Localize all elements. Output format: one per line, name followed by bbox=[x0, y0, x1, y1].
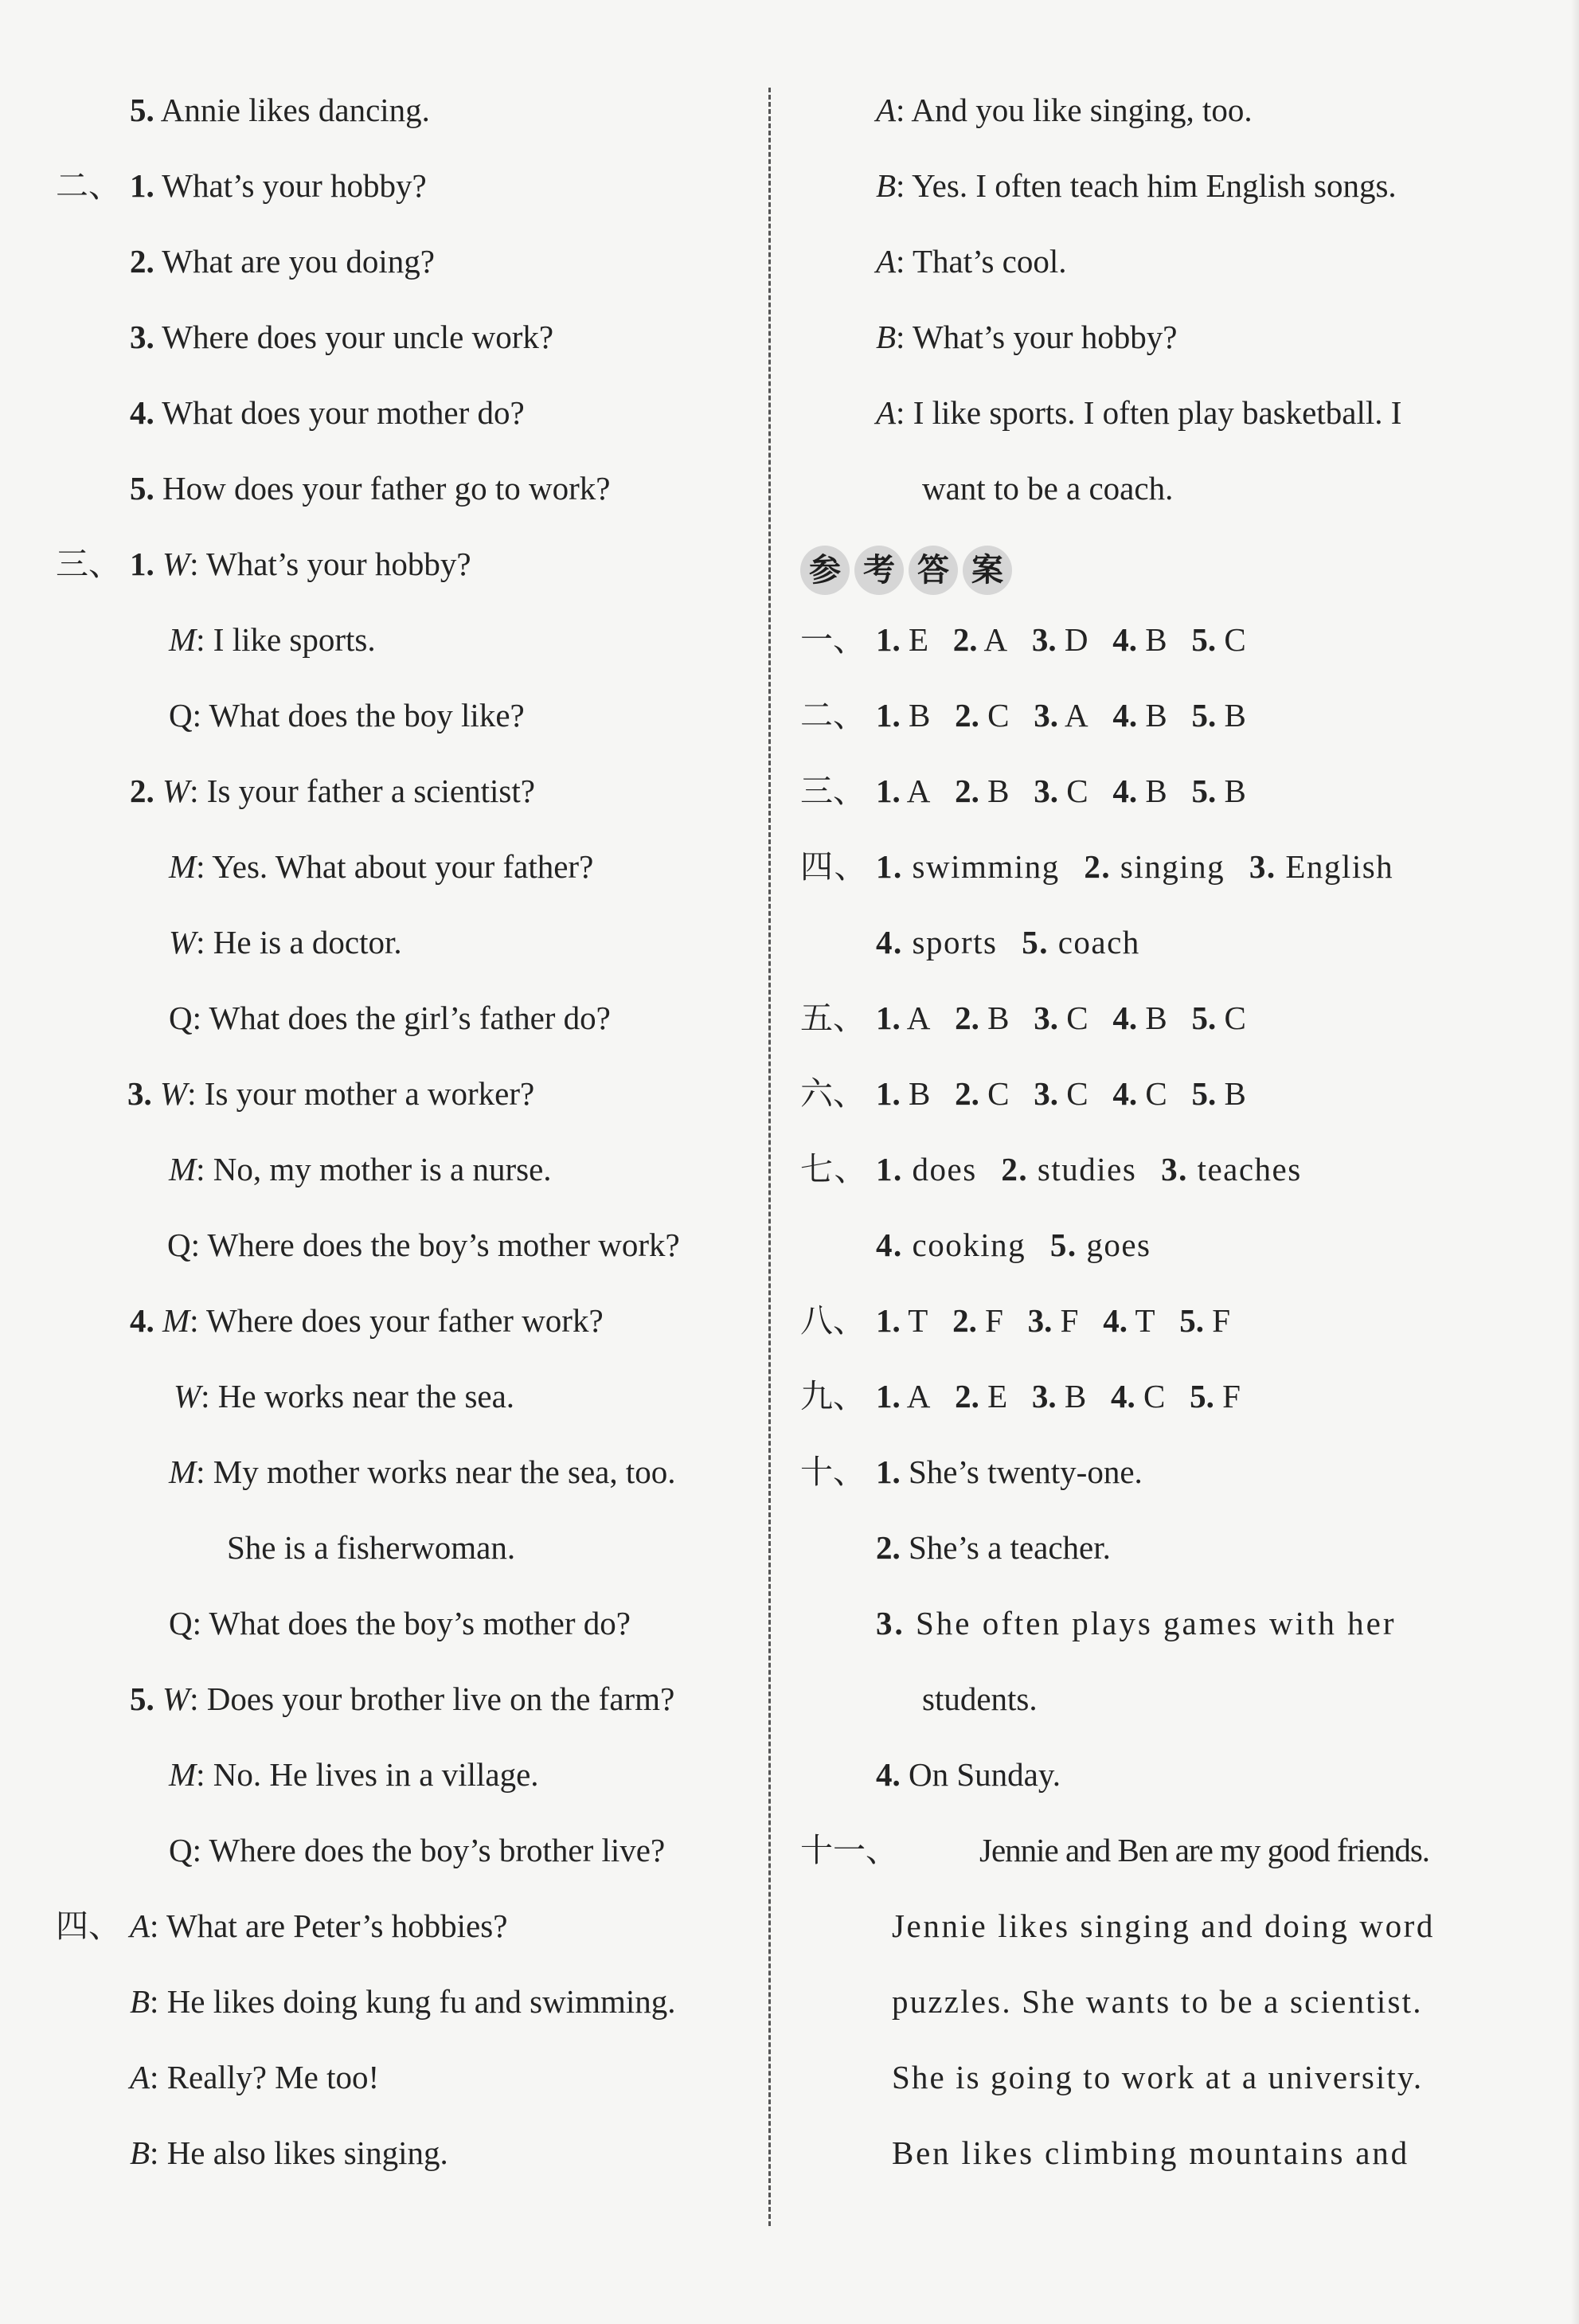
answer-value: C bbox=[1145, 1075, 1167, 1112]
item-number: 5. bbox=[1022, 924, 1049, 961]
left-line-13 bbox=[169, 996, 611, 1040]
section-marker: 三、 bbox=[800, 773, 866, 809]
speaker: M bbox=[162, 1302, 190, 1339]
answer-value: B bbox=[1145, 773, 1167, 809]
item-number: 1. bbox=[876, 1302, 901, 1339]
answer-ten-2 bbox=[876, 1525, 1111, 1570]
section-marker: 二、 bbox=[56, 167, 121, 204]
answer-ten-3-cont bbox=[922, 1676, 1038, 1721]
right-line-6 bbox=[922, 466, 1173, 511]
answer-value: E bbox=[987, 1378, 1008, 1414]
answer-row-8 bbox=[800, 1298, 1230, 1343]
item-number: 4. bbox=[876, 1756, 901, 1793]
item-number: 4. bbox=[130, 1302, 154, 1339]
line-text: : That’s cool. bbox=[896, 243, 1067, 280]
answer-value: F bbox=[1060, 1302, 1079, 1339]
answer-row-2 bbox=[800, 693, 1246, 737]
line-text: : Really? Me too! bbox=[150, 2059, 380, 2095]
line-text: : He also likes singing. bbox=[150, 2134, 448, 2171]
line-text: What does your mother do? bbox=[162, 394, 525, 431]
answer-value: singing bbox=[1120, 848, 1225, 885]
item-number: 3. bbox=[1027, 1302, 1053, 1339]
item-number: 3. bbox=[1034, 697, 1058, 734]
speaker: M bbox=[169, 1151, 197, 1187]
answer-value: B bbox=[909, 1075, 931, 1112]
line-text: : What are Peter’s hobbies? bbox=[150, 1907, 508, 1944]
item-number: 3. bbox=[1034, 773, 1058, 809]
answer-value: B bbox=[1145, 1000, 1167, 1036]
left-line-22 bbox=[130, 1676, 674, 1721]
item-number: 3. bbox=[1031, 1378, 1057, 1414]
item-number: 1. bbox=[130, 546, 154, 582]
answer-value: teaches bbox=[1197, 1151, 1302, 1187]
answer-value: C bbox=[1143, 1378, 1166, 1414]
answer-value: F bbox=[985, 1302, 1003, 1339]
answer-row-4 bbox=[800, 844, 1393, 889]
item-number: 4. bbox=[1111, 1378, 1135, 1414]
line-text: : Does your brother live on the farm? bbox=[190, 1680, 675, 1717]
item-number: 5. bbox=[1191, 1075, 1217, 1112]
line-text: Where does your uncle work? bbox=[162, 319, 554, 355]
left-line-12 bbox=[169, 920, 402, 964]
left-line-11 bbox=[169, 844, 593, 889]
answer-value: B bbox=[1145, 697, 1167, 734]
item-number: 3. bbox=[876, 1605, 905, 1641]
answer-row-7 bbox=[800, 1147, 1302, 1191]
answer-ten-4 bbox=[876, 1752, 1061, 1797]
question-text: Q: What does the girl’s father do? bbox=[169, 1000, 611, 1036]
answer-value: On Sunday. bbox=[909, 1756, 1061, 1793]
speaker: A bbox=[876, 243, 897, 280]
item-number: 2. bbox=[955, 697, 979, 734]
speaker: W bbox=[174, 1378, 201, 1414]
answer-value: B bbox=[1224, 773, 1246, 809]
section-marker: 四、 bbox=[800, 848, 868, 885]
item-number: 3. bbox=[127, 1075, 152, 1112]
item-number: 4. bbox=[130, 394, 154, 431]
line-text: : My mother works near the sea, too. bbox=[196, 1453, 676, 1490]
left-line-21 bbox=[169, 1601, 631, 1645]
item-number: 4. bbox=[1112, 697, 1138, 734]
answer-eleven-4 bbox=[892, 2055, 1423, 2099]
speaker: W bbox=[169, 924, 197, 961]
speaker: M bbox=[169, 848, 197, 885]
item-number: 1. bbox=[876, 848, 903, 885]
left-line-4 bbox=[130, 315, 553, 359]
answer-value: A bbox=[906, 1378, 931, 1414]
answer-value: C bbox=[1066, 1000, 1088, 1036]
item-number: 5. bbox=[1191, 1000, 1217, 1036]
line-text: : What’s your hobby? bbox=[190, 546, 471, 582]
speaker: A bbox=[876, 394, 897, 431]
answer-value: B bbox=[987, 1000, 1010, 1036]
item-number: 5. bbox=[130, 1680, 154, 1717]
item-number: 4. bbox=[1112, 773, 1138, 809]
item-number: 5. bbox=[1191, 773, 1217, 809]
item-number: 3. bbox=[1034, 1000, 1058, 1036]
answer-value: A bbox=[1064, 697, 1088, 734]
answer-value: C bbox=[1224, 1000, 1246, 1036]
title-char: 参 bbox=[800, 546, 850, 595]
left-line-15 bbox=[169, 1147, 552, 1191]
line-text: : What’s your hobby? bbox=[896, 319, 1178, 355]
answer-value: B bbox=[1145, 621, 1167, 658]
answer-value: A bbox=[906, 1000, 931, 1036]
answer-row-6 bbox=[800, 1071, 1246, 1116]
answer-ten-3 bbox=[876, 1601, 1397, 1645]
speaker: W bbox=[162, 773, 190, 809]
item-number: 4. bbox=[1112, 1000, 1138, 1036]
left-line-16 bbox=[167, 1223, 680, 1267]
line-text: What’s your hobby? bbox=[162, 167, 427, 204]
left-line-8 bbox=[169, 617, 376, 662]
answer-value: does bbox=[912, 1151, 977, 1187]
item-number: 1. bbox=[876, 621, 901, 658]
answer-row-1 bbox=[800, 617, 1246, 662]
left-line-17 bbox=[130, 1298, 604, 1343]
item-number: 1. bbox=[876, 1378, 901, 1414]
page-edge-shadow bbox=[1571, 0, 1579, 2324]
answer-ten-1 bbox=[800, 1450, 1143, 1494]
speaker: A bbox=[130, 2059, 150, 2095]
answer-value: swimming bbox=[912, 848, 1060, 885]
item-number: 5. bbox=[1191, 621, 1217, 658]
item-number: 5. bbox=[1049, 1227, 1077, 1263]
item-number: 4. bbox=[1112, 1075, 1138, 1112]
answer-value: students. bbox=[922, 1680, 1038, 1717]
answer-value: C bbox=[987, 697, 1010, 734]
left-line-6 bbox=[130, 466, 610, 511]
line-text: : Yes. What about your father? bbox=[196, 848, 594, 885]
line-text: want to be a coach. bbox=[922, 470, 1174, 507]
answer-value: C bbox=[1066, 1075, 1088, 1112]
item-number: 3. bbox=[1031, 621, 1057, 658]
speaker: W bbox=[162, 546, 190, 582]
answer-row-5 bbox=[800, 996, 1246, 1040]
essay-line: Jennie likes singing and doing word bbox=[892, 1907, 1436, 1944]
left-line-5 bbox=[130, 390, 525, 435]
line-text: : I like sports. I often play basketball. I bbox=[896, 394, 1402, 431]
answer-value: sports bbox=[912, 924, 998, 961]
title-char: 考 bbox=[854, 546, 904, 595]
line-text: : He is a doctor. bbox=[196, 924, 402, 961]
answer-value: A bbox=[906, 773, 931, 809]
line-text: : Yes. I often teach him English songs. bbox=[896, 167, 1397, 204]
answer-value: B bbox=[1224, 1075, 1246, 1112]
left-line-14 bbox=[127, 1071, 534, 1116]
item-number: 3. bbox=[1249, 848, 1276, 885]
answer-value: F bbox=[1212, 1302, 1231, 1339]
item-number: 1. bbox=[876, 1075, 901, 1112]
answer-value: T bbox=[908, 1302, 928, 1339]
answer-key-title bbox=[800, 546, 1012, 595]
answer-value: A bbox=[983, 621, 1008, 658]
answer-value: studies bbox=[1037, 1151, 1137, 1187]
left-line-19 bbox=[169, 1450, 675, 1494]
item-number: 5. bbox=[130, 92, 154, 128]
speaker: W bbox=[162, 1680, 190, 1717]
right-line-1 bbox=[876, 88, 1253, 132]
title-char: 答 bbox=[909, 546, 958, 595]
answer-value: B bbox=[909, 697, 931, 734]
speaker: B bbox=[130, 1983, 150, 2020]
question-text: Q: Where does the boy’s mother work? bbox=[167, 1227, 680, 1263]
answer-value: C bbox=[987, 1075, 1010, 1112]
item-number: 4. bbox=[876, 1227, 903, 1263]
line-text: What are you doing? bbox=[162, 243, 435, 280]
item-number: 1. bbox=[130, 167, 154, 204]
answer-value: T bbox=[1135, 1302, 1155, 1339]
section-marker: 二、 bbox=[800, 697, 866, 734]
left-line-10 bbox=[130, 769, 535, 813]
column-divider bbox=[768, 88, 771, 2226]
answer-value: English bbox=[1285, 848, 1394, 885]
item-number: 1. bbox=[876, 1453, 901, 1490]
line-text: How does your father go to work? bbox=[162, 470, 611, 507]
answer-value: She’s a teacher. bbox=[909, 1529, 1111, 1566]
essay-line: Ben likes climbing mountains and bbox=[892, 2134, 1409, 2171]
left-line-28 bbox=[130, 2130, 448, 2175]
item-number: 2. bbox=[1084, 848, 1112, 885]
answer-value: E bbox=[909, 621, 929, 658]
item-number: 1. bbox=[876, 1151, 903, 1187]
item-number: 5. bbox=[1191, 697, 1217, 734]
left-line-26 bbox=[130, 1979, 676, 2024]
item-number: 5. bbox=[130, 470, 154, 507]
essay-line: Jennie and Ben are my good friends. bbox=[979, 1832, 1430, 1868]
answer-eleven-5 bbox=[892, 2130, 1409, 2175]
right-line-4 bbox=[876, 315, 1177, 359]
left-line-7 bbox=[56, 542, 471, 586]
answer-value: C bbox=[1066, 773, 1088, 809]
line-text: Annie likes dancing. bbox=[160, 92, 430, 128]
answer-value: She’s twenty-one. bbox=[909, 1453, 1143, 1490]
section-marker: 六、 bbox=[800, 1075, 866, 1112]
speaker: M bbox=[169, 1756, 197, 1793]
section-marker: 八、 bbox=[800, 1302, 866, 1339]
section-marker: 七、 bbox=[800, 1151, 868, 1187]
section-marker: 一、 bbox=[800, 621, 866, 658]
item-number: 2. bbox=[130, 773, 154, 809]
item-number: 5. bbox=[1179, 1302, 1204, 1339]
item-number: 2. bbox=[955, 1378, 979, 1414]
item-number: 4. bbox=[876, 924, 903, 961]
title-char: 案 bbox=[963, 546, 1012, 595]
line-text: : Where does your father work? bbox=[190, 1302, 604, 1339]
answer-value: D bbox=[1064, 621, 1088, 658]
speaker: B bbox=[876, 167, 897, 204]
item-number: 5. bbox=[1190, 1378, 1214, 1414]
left-line-23 bbox=[169, 1752, 539, 1797]
left-line-25 bbox=[56, 1903, 507, 1948]
answer-eleven-2 bbox=[892, 1903, 1435, 1948]
answer-value: coach bbox=[1057, 924, 1140, 961]
answer-value: B bbox=[1224, 697, 1246, 734]
item-number: 1. bbox=[876, 697, 901, 734]
answer-value: cooking bbox=[912, 1227, 1026, 1263]
section-marker: 九、 bbox=[800, 1378, 866, 1414]
left-line-24 bbox=[169, 1828, 665, 1872]
item-number: 2. bbox=[955, 1075, 979, 1112]
answer-eleven-1 bbox=[800, 1828, 1429, 1872]
answer-row-3 bbox=[800, 769, 1246, 813]
line-text: : I like sports. bbox=[196, 621, 376, 658]
item-number: 3. bbox=[130, 319, 154, 355]
left-line-9 bbox=[169, 693, 525, 737]
line-text: She is a fisherwoman. bbox=[227, 1529, 516, 1566]
item-number: 3. bbox=[1034, 1075, 1058, 1112]
right-line-5 bbox=[876, 390, 1401, 435]
section-marker: 五、 bbox=[800, 1000, 866, 1036]
item-number: 3. bbox=[1161, 1151, 1188, 1187]
answer-row-7-cont bbox=[876, 1223, 1151, 1267]
question-text: Q: Where does the boy’s brother live? bbox=[169, 1832, 666, 1868]
line-text: : He works near the sea. bbox=[201, 1378, 515, 1414]
item-number: 4. bbox=[1112, 621, 1138, 658]
question-text: Q: What does the boy like? bbox=[169, 697, 525, 734]
left-line-3 bbox=[130, 239, 435, 284]
line-text: : Is your mother a worker? bbox=[187, 1075, 535, 1112]
left-line-1 bbox=[130, 88, 430, 132]
answer-value: C bbox=[1224, 621, 1246, 658]
answer-value: goes bbox=[1086, 1227, 1151, 1263]
section-marker: 十、 bbox=[800, 1453, 866, 1490]
item-number: 2. bbox=[876, 1529, 901, 1566]
speaker: B bbox=[876, 319, 897, 355]
left-line-18 bbox=[174, 1374, 514, 1418]
line-text: : No, my mother is a nurse. bbox=[196, 1151, 552, 1187]
left-line-20 bbox=[227, 1525, 515, 1570]
answer-eleven-3 bbox=[892, 1979, 1423, 2024]
section-marker: 四、 bbox=[56, 1907, 121, 1944]
speaker: M bbox=[169, 1453, 197, 1490]
item-number: 2. bbox=[952, 621, 978, 658]
item-number: 2. bbox=[1001, 1151, 1029, 1187]
speaker: M bbox=[169, 621, 197, 658]
right-line-3 bbox=[876, 239, 1067, 284]
item-number: 4. bbox=[1103, 1302, 1128, 1339]
answer-value: F bbox=[1222, 1378, 1241, 1414]
speaker: W bbox=[160, 1075, 188, 1112]
line-text: : And you like singing, too. bbox=[896, 92, 1253, 128]
item-number: 1. bbox=[876, 773, 901, 809]
speaker: A bbox=[876, 92, 897, 128]
section-marker: 十一、 bbox=[800, 1832, 898, 1868]
item-number: 2. bbox=[955, 773, 979, 809]
speaker: B bbox=[130, 2134, 150, 2171]
line-text: : He likes doing kung fu and swimming. bbox=[150, 1983, 676, 2020]
speaker: A bbox=[130, 1907, 150, 1944]
answer-row-4-cont bbox=[876, 920, 1140, 964]
essay-line: She is going to work at a university. bbox=[892, 2059, 1424, 2095]
line-text: : Is your father a scientist? bbox=[190, 773, 535, 809]
item-number: 2. bbox=[130, 243, 154, 280]
section-marker: 三、 bbox=[56, 546, 121, 582]
item-number: 2. bbox=[955, 1000, 979, 1036]
answer-row-9 bbox=[800, 1374, 1241, 1418]
left-line-27 bbox=[130, 2055, 379, 2099]
answer-value: She often plays games with her bbox=[916, 1605, 1397, 1641]
right-line-2 bbox=[876, 163, 1397, 208]
question-text: Q: What does the boy’s mother do? bbox=[169, 1605, 631, 1641]
essay-line: puzzles. She wants to be a scientist. bbox=[892, 1983, 1423, 2020]
line-text: : No. He lives in a village. bbox=[196, 1756, 539, 1793]
left-line-2 bbox=[56, 163, 427, 208]
item-number: 1. bbox=[876, 1000, 901, 1036]
item-number: 2. bbox=[952, 1302, 977, 1339]
answer-value: B bbox=[987, 773, 1010, 809]
answer-value: B bbox=[1064, 1378, 1087, 1414]
